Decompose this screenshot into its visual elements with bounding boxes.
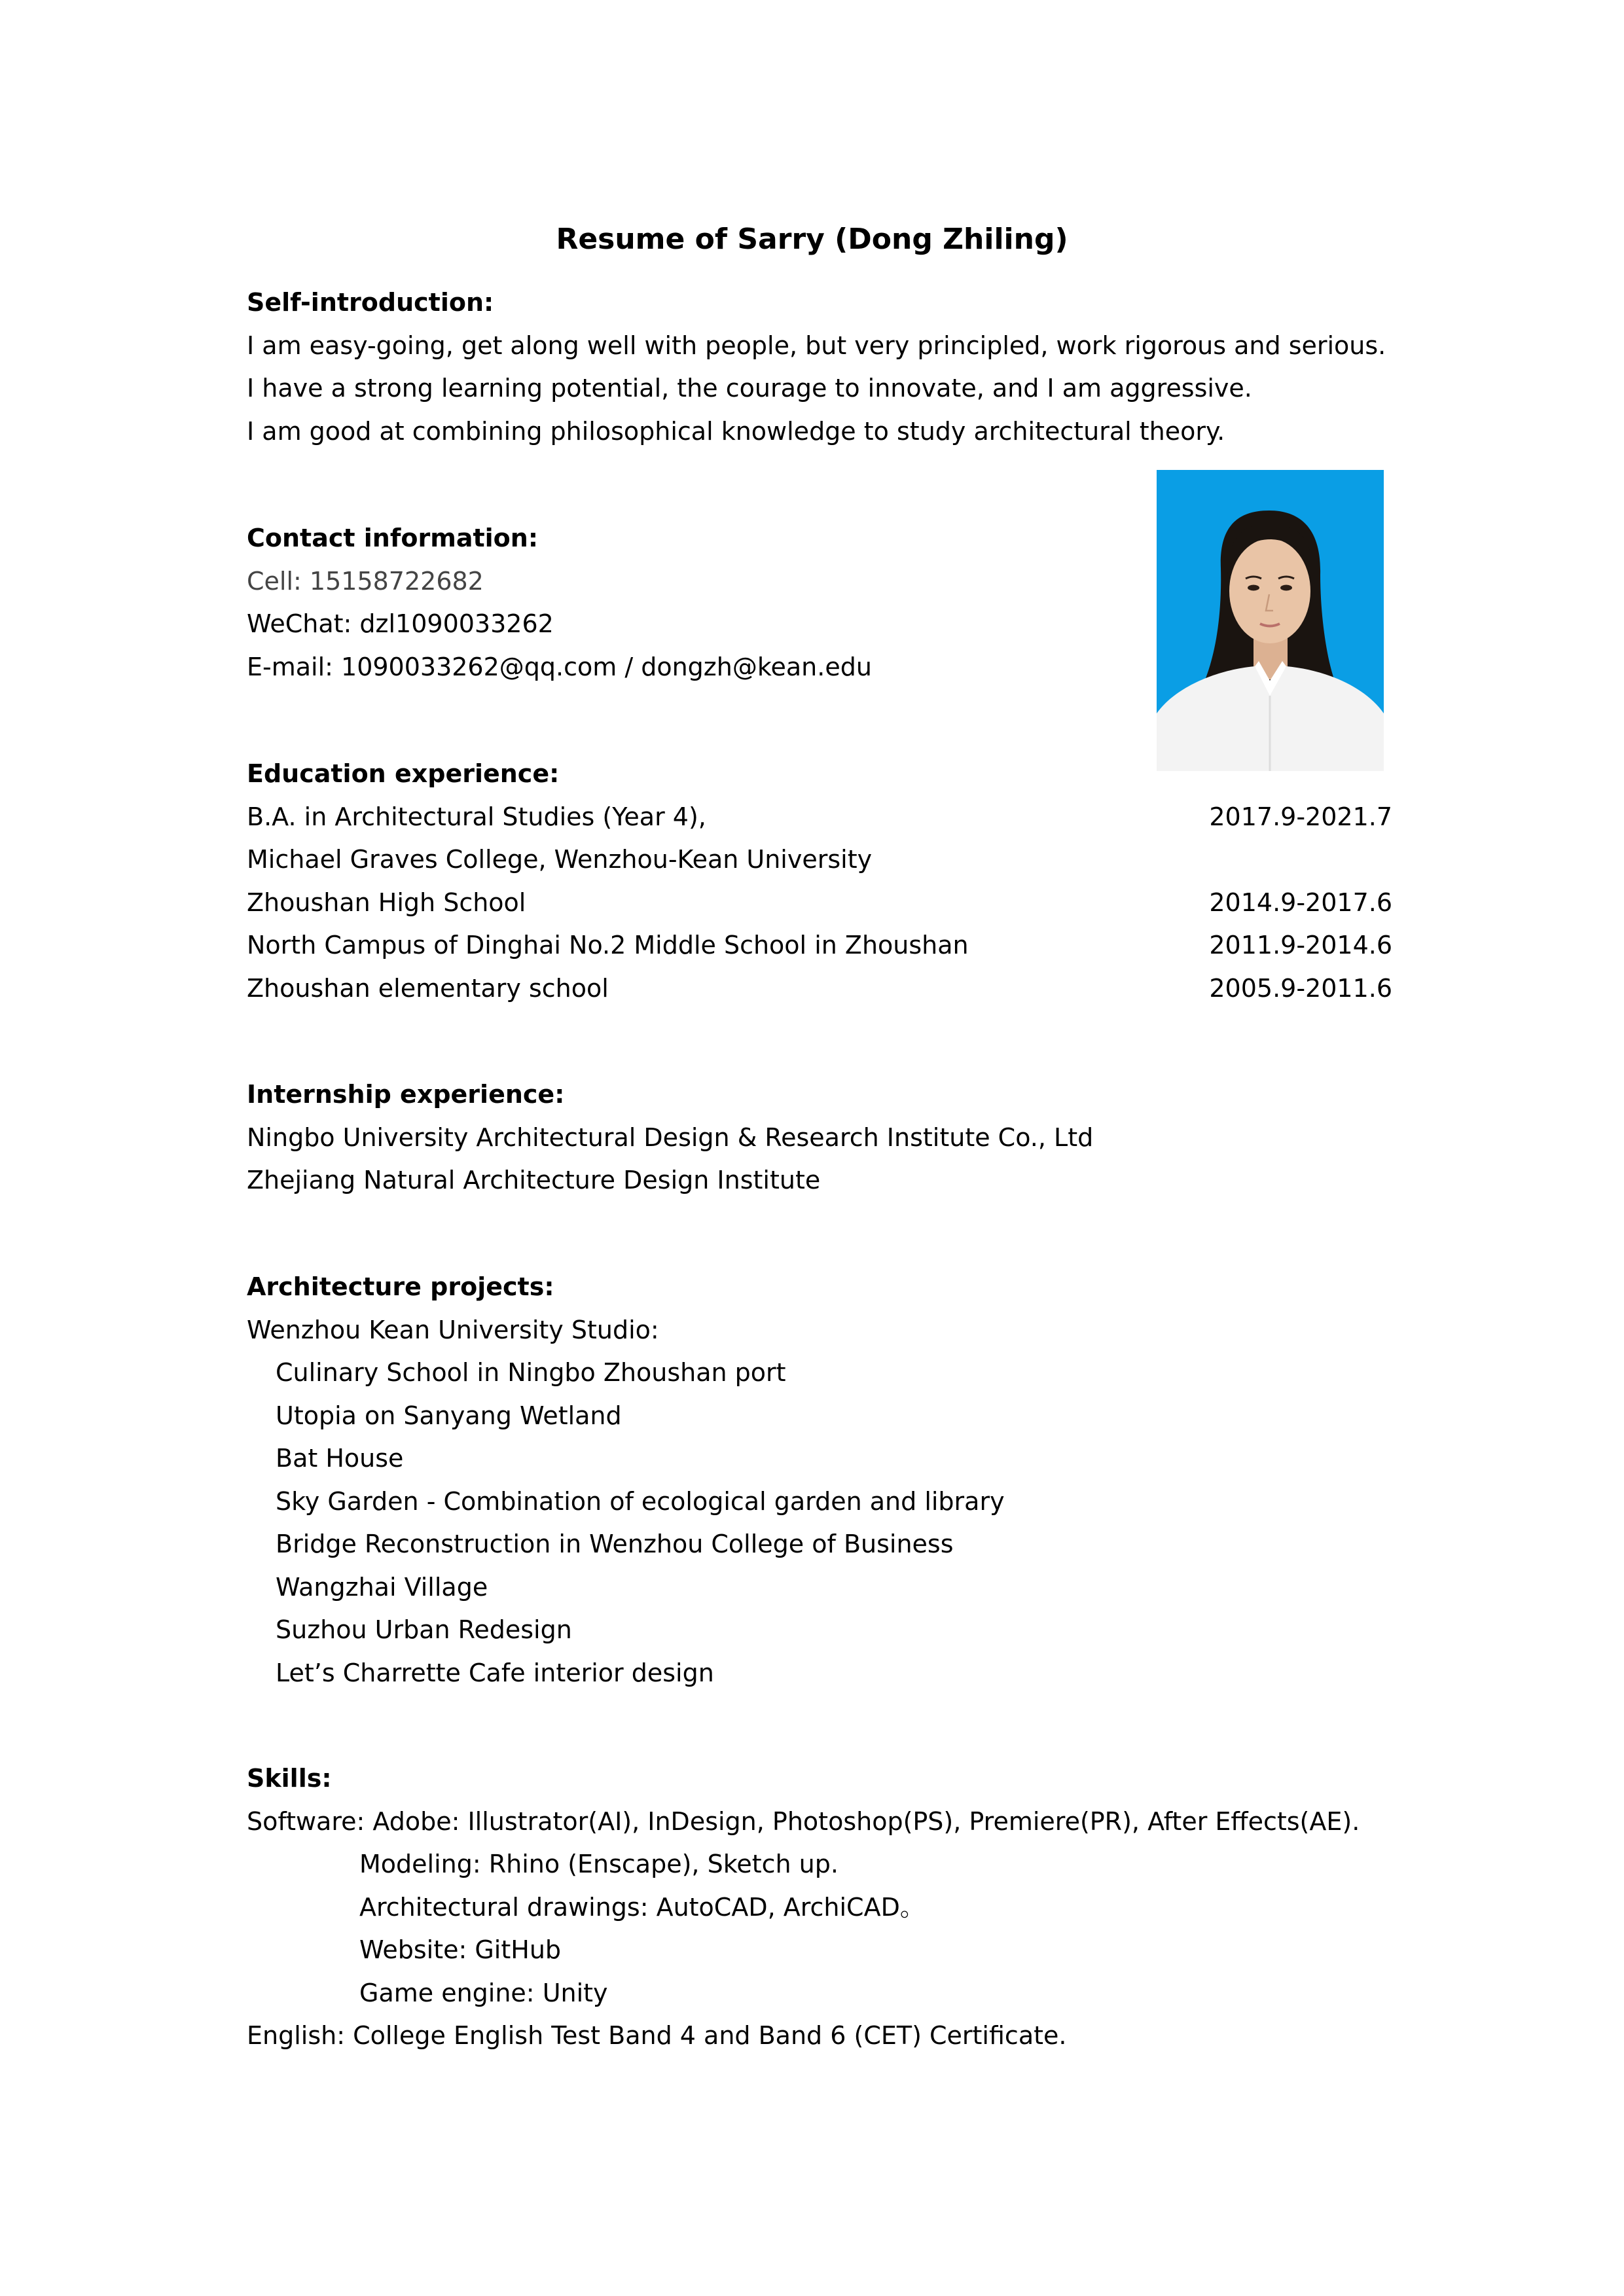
skill-software: Software: Adobe: Illustrator(AI), InDesign, Photoshop(PS), Premiere(PR), After Effects(AE).: [247, 1806, 1360, 1836]
portrait-photo: [1157, 470, 1384, 771]
education-text: Zhoushan elementary school: [247, 973, 609, 1003]
education-text: Zhoushan High School: [247, 888, 526, 917]
projects-section: [247, 1266, 1392, 1695]
project-item: Bat House: [276, 1444, 404, 1473]
education-date: 2017.9-2021.7: [1209, 802, 1392, 831]
project-item: Sky Garden - Combination of ecological garden and library: [276, 1486, 1005, 1516]
projects-heading: Architecture projects:: [247, 1272, 554, 1301]
self-intro-line: I have a strong learning potential, the courage to innovate, and I am aggressive.: [247, 374, 1252, 403]
project-item: Culinary School in Ningbo Zhoushan port: [276, 1358, 786, 1387]
education-text: B.A. in Architectural Studies (Year 4),: [247, 802, 706, 831]
self-intro-line: I am good at combining philosophical knowledge to study architectural theory.: [247, 416, 1225, 446]
education-entry: [247, 838, 1392, 882]
face: [1229, 539, 1310, 643]
wechat-id: WeChat: dzl1090033262: [247, 609, 554, 638]
education-text: Michael Graves College, Wenzhou-Kean University: [247, 845, 873, 874]
page-title: Resume of Sarry (Dong Zhiling): [556, 223, 1068, 256]
skill-modeling: Modeling: Rhino (Enscape), Sketch up.: [359, 1850, 839, 1878]
project-item: Utopia on Sanyang Wetland: [276, 1401, 622, 1430]
education-section: [247, 753, 1392, 1010]
education-date: 2005.9-2011.6: [1209, 973, 1392, 1003]
email-address: E-mail: 1090033262@qq.com / dongzh@kean.edu: [247, 652, 872, 681]
internship-item: Ningbo University Architectural Design & Research Institute Co., Ltd: [247, 1122, 1094, 1152]
skill-english: English: College English Test Band 4 and Band 6 (CET) Certificate.: [247, 2021, 1067, 2050]
education-entry: [247, 796, 1392, 839]
skills-section: [247, 1757, 1392, 2058]
internship-item: Zhejiang Natural Architecture Design Institute: [247, 1166, 821, 1194]
education-entry: [247, 882, 1392, 925]
cell-number: Cell: 15158722682: [247, 566, 484, 596]
project-item: Suzhou Urban Redesign: [276, 1615, 572, 1644]
education-entry: [247, 967, 1392, 1011]
project-item: Wangzhai Village: [276, 1572, 488, 1602]
education-text: North Campus of Dinghai No.2 Middle School in Zhoushan: [247, 931, 969, 960]
education-date: 2011.9-2014.6: [1209, 931, 1392, 960]
skill-drawings: Architectural drawings: AutoCAD, ArchiCAD。: [359, 1892, 925, 1922]
skill-website: Website: GitHub: [359, 1935, 562, 1964]
internship-section: [247, 1073, 1392, 1202]
education-heading: Education experience:: [247, 759, 560, 788]
self-intro-line: I am easy-going, get along well with people, but very principled, work rigorous and serious.: [247, 331, 1386, 360]
project-item: Bridge Reconstruction in Wenzhou College of Business: [276, 1530, 954, 1558]
skill-game-engine: Game engine: Unity: [359, 1978, 608, 2007]
contact-heading: Contact information:: [247, 524, 539, 552]
project-item: Let’s Charrette Cafe interior design: [276, 1658, 714, 1687]
education-entry: [247, 924, 1392, 967]
self-intro-heading: Self-introduction:: [247, 288, 494, 317]
education-date: 2014.9-2017.6: [1209, 888, 1392, 917]
self-intro-section: [247, 281, 1392, 453]
internship-heading: Internship experience:: [247, 1080, 565, 1109]
skills-heading: Skills:: [247, 1764, 332, 1793]
projects-studio: Wenzhou Kean University Studio:: [247, 1315, 659, 1344]
